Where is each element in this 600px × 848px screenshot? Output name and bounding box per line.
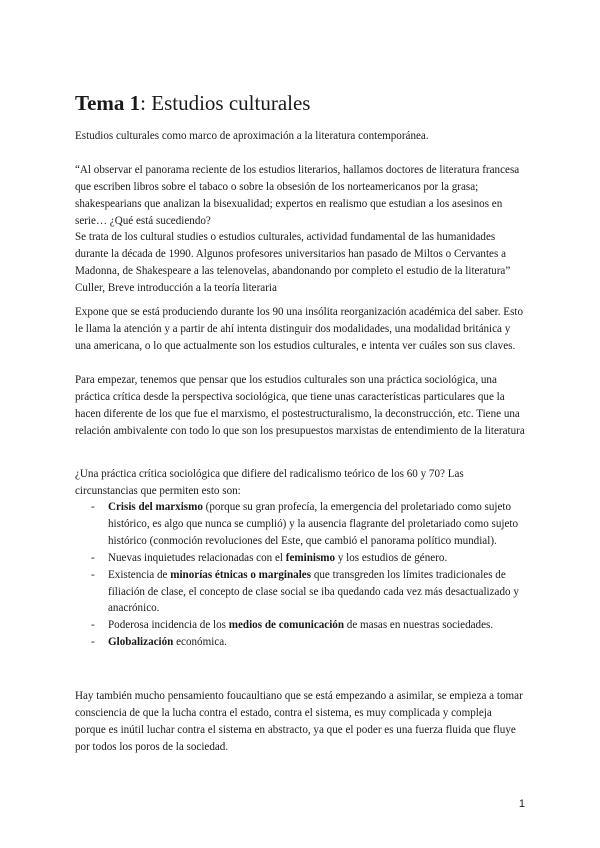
list-item: - Poderosa incidencia de los medios de comunicación de masas en nuestras sociedades. [75, 617, 525, 634]
body-paragraph-2: Para empezar, tenemos que pensar que los estudios culturales son una práctica sociológica, una práctica crítica desde la perspectiva sociológica, que tiene unas características particulares que la hacen diferente de los que fue el marxismo, el postestructuralismo, la deconstrucción, etc. Tiene una relación ambivalente con todo lo que son los presupuestos marxistas de entendimiento de la literatura [75, 374, 525, 437]
page-title [75, 90, 310, 116]
bullet-keyword: feminismo [285, 551, 336, 564]
bullet-dash: - [91, 568, 95, 581]
list-item: - Crisis del marxismo (porque su gran profecía, la emergencia del proletariado como sujeto histórico, es algo que nunca se cumplió) y la ausencia flagrante del proletariado como sujeto histórico (conmoción revoluciones del Este, que cambió el panorama político mundial). [91, 501, 519, 547]
page-number: 1 [518, 798, 525, 810]
title-bold: Tema 1 [75, 91, 141, 115]
closing-paragraph: Hay también mucho pensamiento foucaultiano que se está empezando a asimilar, se empieza a tomar consciencia de que la lucha contra el estado, contra el sistema, es muy complicada y compleja porque es inútil luchar contra el sistema en abstracto, ya que el poder es una fuerza fluida que fluye por todos los poros de la sociedad. [75, 690, 523, 753]
body-paragraph-1: Expone que se está produciendo durante los 90 una insólita reorganización académica del saber. Esto le llama la atención y a partir de ahí intenta distinguir dos modalidades, una modalidad británica y una americana, o lo que actualmente son los estudios culturales, e intenta ver cuáles son sus claves. [75, 306, 524, 352]
bullet-dash: - [91, 501, 95, 513]
list-item: - Globalización económica. [75, 634, 525, 651]
list-item: - Existencia de minorías étnicas o marginales que transgreden los límites tradicionales de filiación de clase, el concepto de clase social se iba quedando cada vez más desactualizado y anacrónico. [91, 568, 519, 615]
bullet-dash: - [91, 636, 95, 649]
bullet-keyword: Crisis del marxismo [108, 501, 203, 513]
bullet-dash: - [91, 619, 95, 632]
quote-paragraph-2: Se trata de los cultural studies o estudios culturales, actividad fundamental de las humanidades durante la década de 1990. Algunos profesores universitarios han pasado de Miltos o Cervantes a Madonna, de Shakespeare a las telenovelas, abandonando por completo el estudio de la literatura” Culler, Breve introducción a la teoría literaria [75, 231, 511, 294]
title-rest: : Estudios culturales [140, 91, 311, 115]
circumstances-list [75, 499, 525, 651]
bullet-keyword: medios de comunicación [228, 619, 345, 632]
bullet-dash: - [91, 551, 95, 564]
bullet-keyword: minorías étnicas o marginales [170, 568, 312, 581]
intro-paragraph: Estudios culturales como marco de aproximación a la literatura contemporánea. [75, 130, 429, 142]
list-item: - Nuevas inquietudes relacionadas con el feminismo y los estudios de género. [75, 550, 525, 567]
bullet-keyword: Globalización [108, 636, 174, 649]
quote-paragraph-1: “Al observar el panorama reciente de los estudios literarios, hallamos doctores de literatura francesa que escriben libros sobre el tabaco o sobre la obsesión de los norteamericanos por la grasa; shakespearians que analizan la bisexualidad; expertos en realismo que estudian a los asesinos en serie… ¿Qué está sucediendo? [75, 164, 520, 227]
question-paragraph: ¿Una práctica crítica sociológica que difiere del radicalismo teórico de los 60 y 70? Las circunstancias que permiten esto son: [75, 468, 464, 497]
